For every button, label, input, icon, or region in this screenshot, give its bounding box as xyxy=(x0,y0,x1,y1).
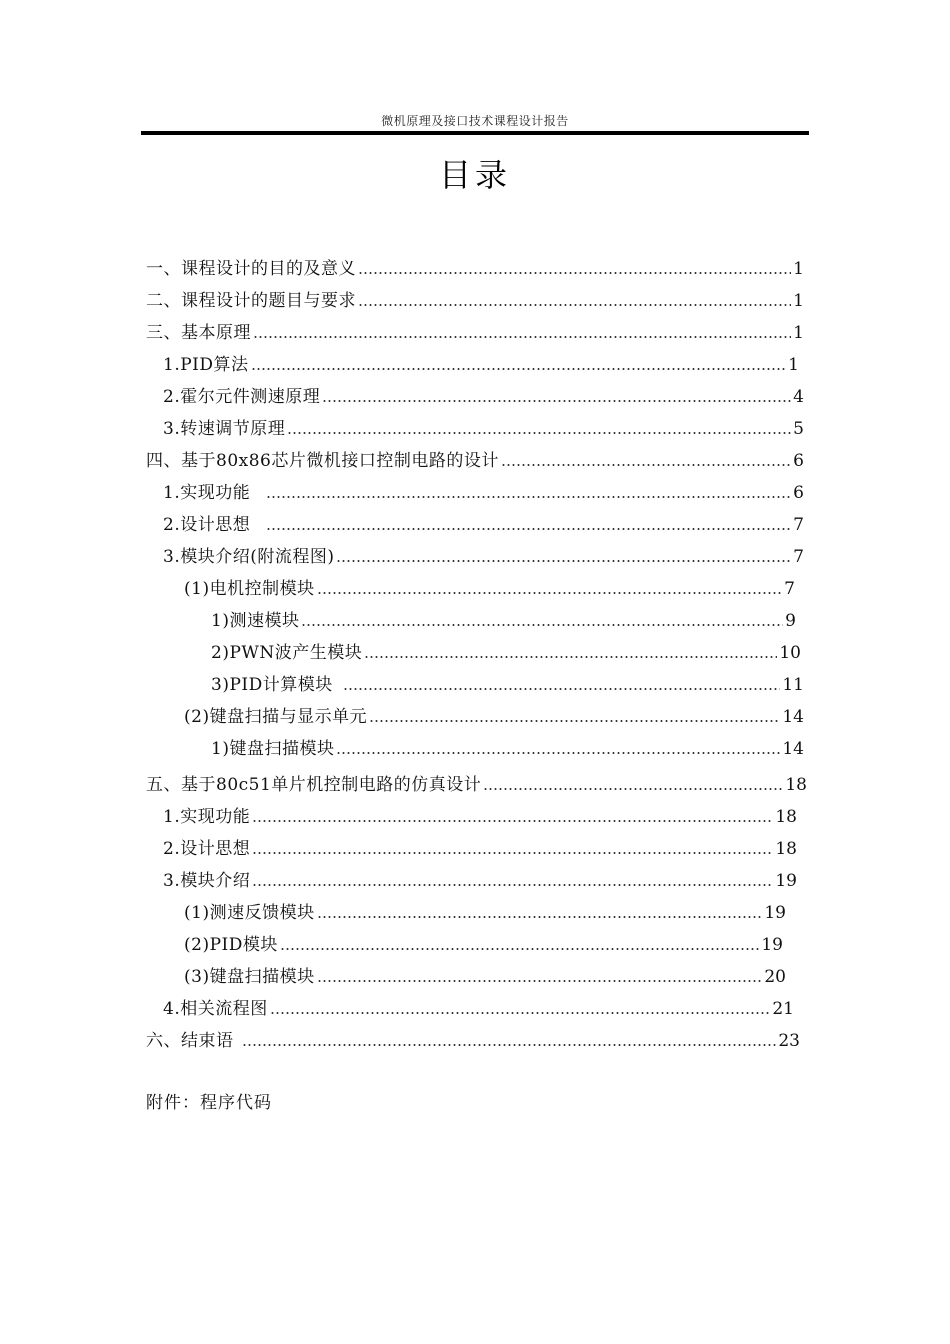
toc-page-number: 1 xyxy=(793,259,804,279)
toc-page-number: 14 xyxy=(782,739,804,759)
page-title: 目录 xyxy=(438,156,511,194)
toc-leader xyxy=(266,496,791,498)
toc-label: (1)电机控制模块 xyxy=(184,579,315,599)
toc-entry[interactable] xyxy=(184,702,804,728)
toc-leader xyxy=(287,432,791,434)
toc-entry[interactable] xyxy=(163,350,799,376)
toc-label: 六、结束语 xyxy=(146,1031,234,1051)
toc-entry[interactable] xyxy=(211,606,796,632)
toc-page-number: 7 xyxy=(784,579,795,599)
page-header: 微机原理及接口技术课程设计报告 xyxy=(381,114,569,128)
toc-entry[interactable] xyxy=(184,898,786,924)
toc-entry[interactable] xyxy=(146,446,804,472)
toc-page-number: 10 xyxy=(779,643,801,663)
toc-label: 2.设计思想 xyxy=(163,839,251,859)
toc-entry[interactable] xyxy=(184,574,795,600)
toc-entry[interactable] xyxy=(163,414,804,440)
toc-entry[interactable] xyxy=(146,770,807,796)
toc-leader xyxy=(317,592,783,594)
toc-label: 2.霍尔元件测速原理 xyxy=(163,387,321,407)
toc-page-number: 18 xyxy=(785,775,807,795)
toc-leader xyxy=(364,656,777,658)
toc-page-number: 11 xyxy=(782,675,804,695)
toc-entry[interactable] xyxy=(184,930,783,956)
toc-label: 4.相关流程图 xyxy=(163,999,268,1019)
toc-entry[interactable] xyxy=(163,834,797,860)
toc-page-number: 5 xyxy=(793,419,804,439)
toc-leader xyxy=(266,528,791,530)
toc-entry[interactable] xyxy=(211,670,804,696)
toc-page-number: 14 xyxy=(782,707,804,727)
toc-leader xyxy=(336,560,791,562)
toc-label: 3.模块介绍(附流程图) xyxy=(163,547,335,567)
toc-leader xyxy=(280,948,759,950)
toc-label: (2)键盘扫描与显示单元 xyxy=(184,707,368,727)
toc-entry[interactable] xyxy=(211,734,804,760)
toc-leader xyxy=(251,368,787,370)
toc-page-number: 1 xyxy=(793,323,804,343)
toc-label: 1)测速模块 xyxy=(211,611,300,631)
toc-page-number: 18 xyxy=(775,839,797,859)
toc-entry[interactable] xyxy=(163,802,797,828)
toc-leader xyxy=(270,1012,771,1014)
toc-leader xyxy=(252,852,773,854)
toc-page-number: 19 xyxy=(764,903,786,923)
toc-page-number: 19 xyxy=(775,871,797,891)
toc-label: (3)键盘扫描模块 xyxy=(184,967,315,987)
toc-label: 一、课程设计的目的及意义 xyxy=(146,259,356,279)
toc-leader xyxy=(252,820,773,822)
toc-entry[interactable] xyxy=(146,254,804,280)
toc-entry[interactable] xyxy=(211,638,801,664)
toc-label: 1.实现功能 xyxy=(163,483,251,503)
toc-leader xyxy=(322,400,791,402)
toc-page-number: 7 xyxy=(793,515,804,535)
toc-leader xyxy=(252,884,773,886)
toc-entry[interactable] xyxy=(163,382,804,408)
toc-page-number: 7 xyxy=(793,547,804,567)
toc-label: 3)PID计算模块 xyxy=(211,675,333,695)
toc-label: 2)PWN波产生模块 xyxy=(211,643,363,663)
toc-leader xyxy=(253,336,791,338)
toc-leader xyxy=(343,688,781,690)
toc-leader xyxy=(301,624,783,626)
toc-label: 三、基本原理 xyxy=(146,323,251,343)
toc-leader xyxy=(483,788,783,790)
toc-page-number: 18 xyxy=(775,807,797,827)
toc-leader xyxy=(501,464,791,466)
toc-leader xyxy=(317,916,763,918)
toc-leader xyxy=(317,980,763,982)
toc-page-number: 20 xyxy=(764,967,786,987)
toc-label: 3.模块介绍 xyxy=(163,871,251,891)
toc-page-number: 1 xyxy=(788,355,799,375)
toc-label: 2.设计思想 xyxy=(163,515,251,535)
toc-leader xyxy=(336,752,780,754)
toc-label: (1)测速反馈模块 xyxy=(184,903,315,923)
toc-page-number: 4 xyxy=(793,387,804,407)
toc-entry[interactable] xyxy=(146,1026,800,1052)
toc-label: 3.转速调节原理 xyxy=(163,419,286,439)
toc-entry[interactable] xyxy=(184,962,786,988)
toc-leader xyxy=(242,1044,777,1046)
toc-leader xyxy=(358,304,791,306)
toc-entry[interactable] xyxy=(146,286,804,312)
toc-label: 四、基于80x86芯片微机接口控制电路的设计 xyxy=(146,451,499,471)
toc-leader xyxy=(369,720,780,722)
toc-label: 二、课程设计的题目与要求 xyxy=(146,291,356,311)
appendix-note: 附件：程序代码 xyxy=(146,1093,272,1113)
toc-page-number: 9 xyxy=(785,611,796,631)
toc-entry[interactable] xyxy=(163,866,797,892)
toc-page-number: 21 xyxy=(772,999,794,1019)
toc-label: 1.实现功能 xyxy=(163,807,251,827)
toc-entry[interactable] xyxy=(163,994,794,1020)
toc-label: (2)PID模块 xyxy=(184,935,278,955)
toc-page-number: 6 xyxy=(793,483,804,503)
toc-entry[interactable] xyxy=(163,542,804,568)
toc-entry[interactable] xyxy=(163,478,804,504)
toc-entry[interactable] xyxy=(146,318,804,344)
toc-label: 1.PID算法 xyxy=(163,355,249,375)
toc-page-number: 6 xyxy=(793,451,804,471)
toc-label: 1)键盘扫描模块 xyxy=(211,739,335,759)
toc-page-number: 1 xyxy=(793,291,804,311)
toc-page-number: 23 xyxy=(778,1031,800,1051)
toc-entry[interactable] xyxy=(163,510,804,536)
toc-leader xyxy=(358,272,791,274)
toc-page-number: 19 xyxy=(761,935,783,955)
toc-label: 五、基于80c51单片机控制电路的仿真设计 xyxy=(146,775,482,795)
